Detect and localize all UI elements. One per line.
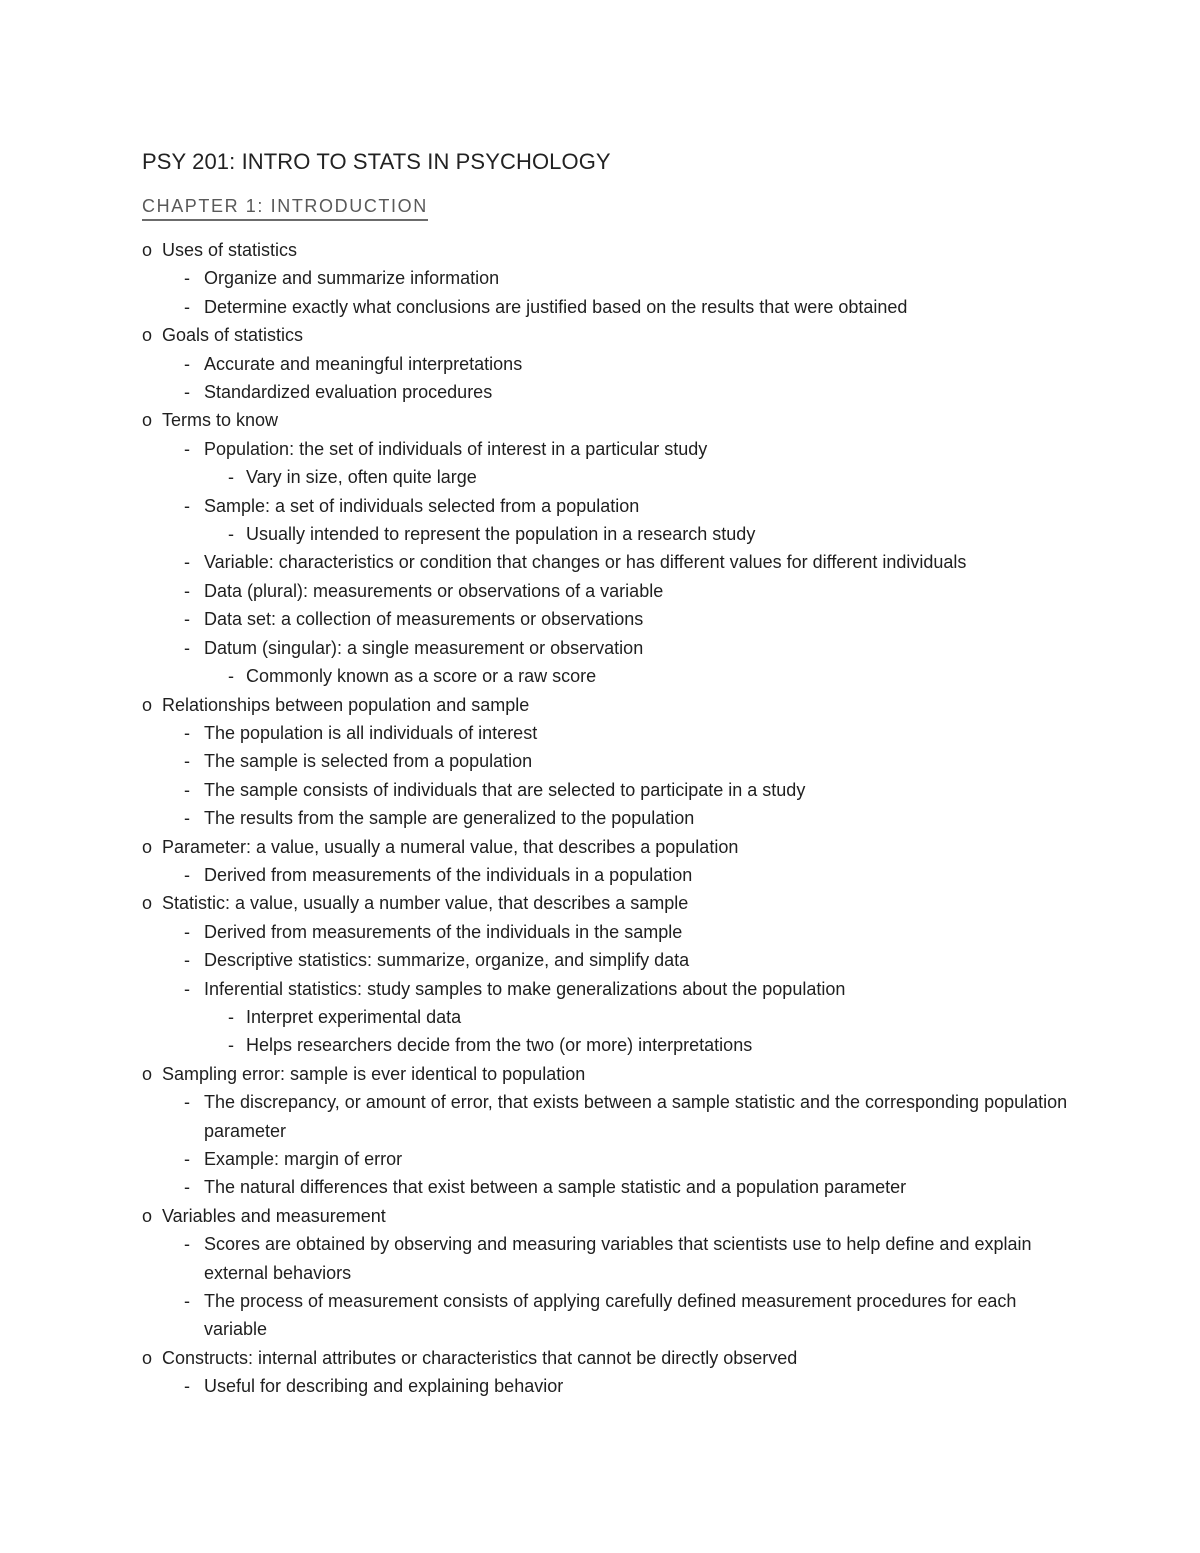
list-item: - Commonly known as a score or a raw score: [142, 662, 1082, 690]
list-item: o Terms to know: [142, 406, 1082, 434]
dash-marker: -: [228, 666, 234, 687]
list-item: o Parameter: a value, usually a numeral value, that describes a population: [142, 833, 1082, 861]
list-item: - Data (plural): measurements or observations of a variable: [142, 577, 1082, 605]
dash-marker: -: [184, 353, 190, 374]
list-item: - Scores are obtained by observing and measuring variables that scientists use to help define and explain external behaviors: [142, 1230, 1082, 1287]
list-item: - The sample consists of individuals that are selected to participate in a study: [142, 776, 1082, 804]
list-item: - Derived from measurements of the individuals in a population: [142, 861, 1082, 889]
list-item: - Datum (singular): a single measurement or observation: [142, 634, 1082, 662]
document-title: PSY 201: INTRO TO STATS IN PSYCHOLOGY: [142, 149, 611, 174]
list-item: - Determine exactly what conclusions are justified based on the results that were obtained: [142, 293, 1082, 321]
list-item: o Sampling error: sample is ever identical to population: [142, 1060, 1082, 1088]
dash-marker: -: [228, 1035, 234, 1056]
dash-marker: -: [184, 637, 190, 658]
bullet-marker: o: [142, 325, 153, 346]
dash-marker: -: [184, 1234, 190, 1255]
list-item: - The population is all individuals of interest: [142, 719, 1082, 747]
bullet-marker: o: [142, 1063, 153, 1084]
dash-marker: -: [184, 438, 190, 459]
list-item: o Variables and measurement: [142, 1202, 1082, 1230]
list-item: o Statistic: a value, usually a number value, that describes a sample: [142, 889, 1082, 917]
list-item: - Interpret experimental data: [142, 1003, 1082, 1031]
list-item: - Inferential statistics: study samples to make generalizations about the population: [142, 975, 1082, 1003]
list-item: - The process of measurement consists of applying carefully defined measurement procedures for each variable: [142, 1287, 1082, 1344]
dash-marker: -: [184, 296, 190, 317]
list-item: - Useful for describing and explaining behavior: [142, 1372, 1082, 1400]
list-item: - Derived from measurements of the individuals in the sample: [142, 918, 1082, 946]
dash-marker: -: [184, 722, 190, 743]
dash-marker: -: [184, 382, 190, 403]
dash-marker: -: [184, 808, 190, 829]
bullet-marker: o: [142, 694, 153, 715]
list-item: o Constructs: internal attributes or characteristics that cannot be directly observed: [142, 1344, 1082, 1372]
dash-marker: -: [184, 779, 190, 800]
list-item: - The sample is selected from a population: [142, 747, 1082, 775]
list-item: - Organize and summarize information: [142, 264, 1082, 292]
list-item: - The discrepancy, or amount of error, that exists between a sample statistic and the corresponding population parameter: [142, 1088, 1082, 1145]
list-item: - Variable: characteristics or condition that changes or has different values for different individuals: [142, 548, 1082, 576]
dash-marker: -: [184, 1291, 190, 1312]
dash-marker: -: [184, 1092, 190, 1113]
bullet-marker: o: [142, 240, 153, 260]
list-item: - Population: the set of individuals of interest in a particular study: [142, 435, 1082, 463]
dash-marker: -: [184, 580, 190, 601]
list-item: o Uses of statistics: [142, 236, 1082, 264]
list-item: - Vary in size, often quite large: [142, 463, 1082, 491]
list-item: - Sample: a set of individuals selected from a population: [142, 492, 1082, 520]
list-item: - Standardized evaluation procedures: [142, 378, 1082, 406]
dash-marker: -: [184, 921, 190, 942]
dash-marker: -: [184, 552, 190, 573]
dash-marker: -: [184, 1376, 190, 1397]
dash-marker: -: [228, 467, 234, 488]
dash-marker: -: [184, 1149, 190, 1169]
dash-marker: -: [184, 268, 190, 289]
list-item: o Goals of statistics: [142, 321, 1082, 349]
bullet-marker: o: [142, 1347, 153, 1368]
dash-marker: -: [184, 751, 190, 772]
dash-marker: -: [184, 950, 190, 971]
bullet-marker: o: [142, 410, 153, 431]
list-item: - Example: margin of error: [142, 1145, 1082, 1173]
bullet-marker: o: [142, 836, 153, 857]
list-item: - Descriptive statistics: summarize, organize, and simplify data: [142, 946, 1082, 974]
list-item: - Usually intended to represent the population in a research study: [142, 520, 1082, 548]
list-item: - The results from the sample are generalized to the population: [142, 804, 1082, 832]
list-item: - Data set: a collection of measurements or observations: [142, 605, 1082, 633]
list-item: - Accurate and meaningful interpretations: [142, 350, 1082, 378]
dash-marker: -: [184, 978, 190, 999]
bullet-marker: o: [142, 893, 153, 914]
bullet-marker: o: [142, 1205, 153, 1226]
dash-marker: -: [184, 609, 190, 630]
list-item: - The natural differences that exist between a sample statistic and a population parameter: [142, 1173, 1082, 1201]
dash-marker: -: [184, 1177, 190, 1198]
dash-marker: -: [228, 1006, 234, 1027]
dash-marker: -: [228, 524, 234, 545]
list-item: - Helps researchers decide from the two (or more) interpretations: [142, 1031, 1082, 1059]
dash-marker: -: [184, 864, 190, 885]
chapter-heading: CHAPTER 1: INTRODUCTION: [142, 194, 428, 221]
dash-marker: -: [184, 495, 190, 516]
notes-outline: [142, 236, 1082, 1401]
list-item: o Relationships between population and sample: [142, 691, 1082, 719]
